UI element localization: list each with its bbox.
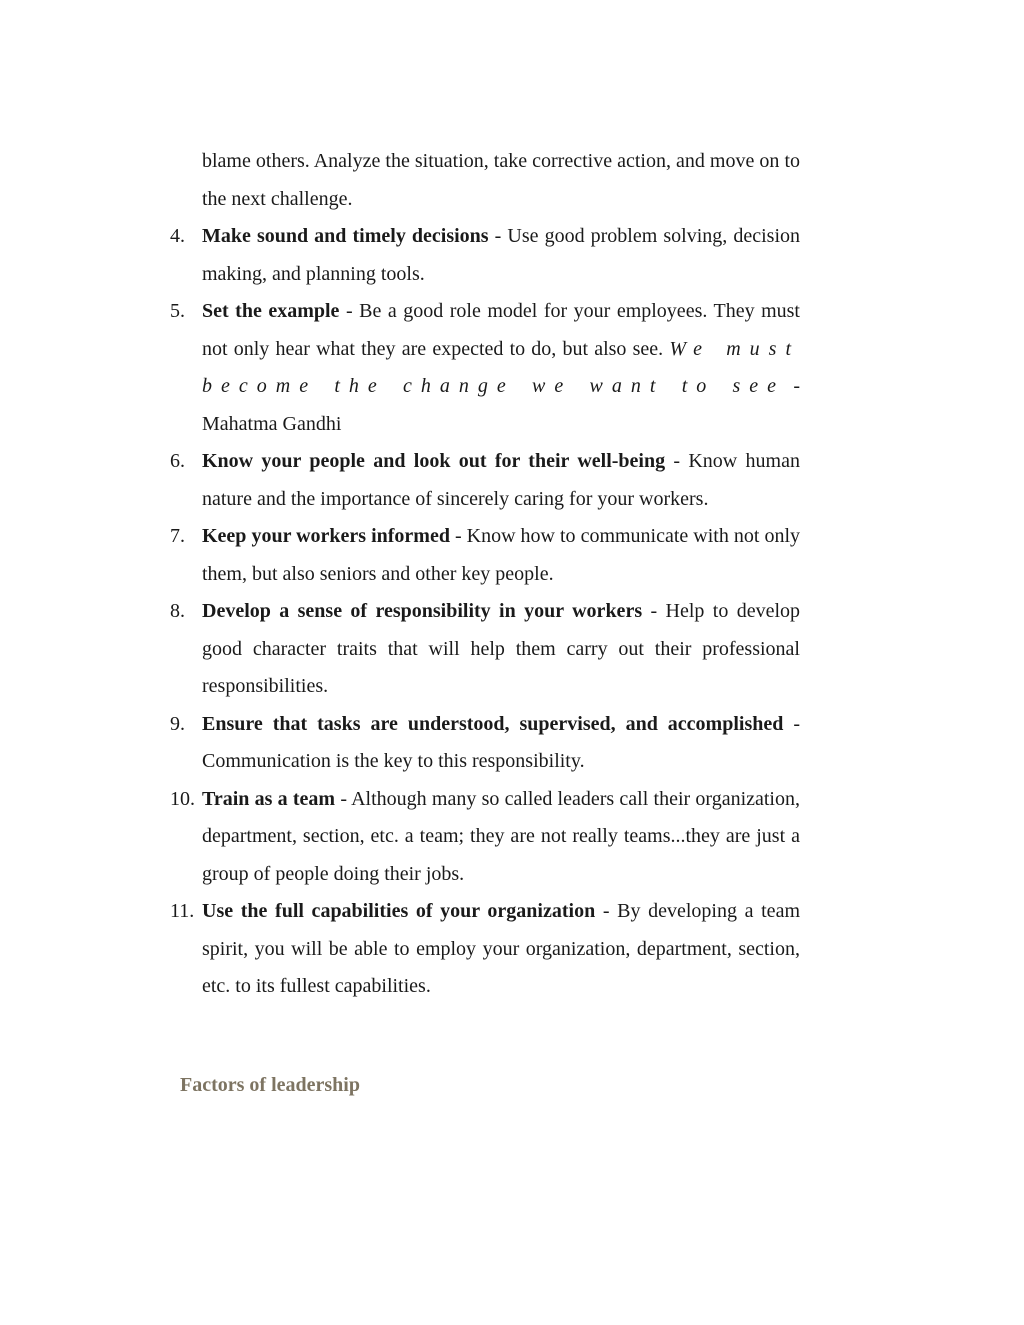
list-item-11 <box>170 893 800 1006</box>
item-term: Set the example <box>202 300 340 322</box>
item-number: 10. <box>170 787 195 810</box>
item-text: - Be a good role model for your employees. They must not only hear what they are expected to do, but also see. <box>202 300 800 360</box>
list-item-6 <box>170 443 800 518</box>
item-text: - Know human nature and the importance of sincerely caring for your workers. <box>202 450 800 510</box>
item-text: - Communication is the key to this responsibility. <box>202 712 800 772</box>
list-item-4 <box>170 218 800 293</box>
item-body <box>202 218 800 293</box>
item-term: Know your people and look out for their well-being <box>202 450 666 472</box>
list-item-9 <box>170 706 800 781</box>
item-text: - Use good problem solving, decision making, and planning tools. <box>202 225 800 285</box>
intro-continuation: blame others. Analyze the situation, take corrective action, and move on to the next challenge. <box>202 150 800 210</box>
item-term: Ensure that tasks are understood, supervised, and accomplished <box>202 712 784 735</box>
item-text: - Although many so called leaders call their organization, department, section, etc. a team; they are not really teams...they are just a group of people doing their jobs. <box>202 787 800 885</box>
item-number: 7. <box>170 525 185 547</box>
item-term: Keep your workers informed <box>202 525 450 547</box>
item-text: - Help to develop good character traits that will help them carry out their professional responsibilities. <box>202 600 801 697</box>
list-item-8 <box>170 593 800 706</box>
item-term: Develop a sense of responsibility in your workers <box>202 600 643 622</box>
item-body <box>202 593 800 706</box>
list-item-10 <box>170 781 800 894</box>
item-body <box>202 518 800 593</box>
item-body <box>202 893 800 1006</box>
item-body <box>202 293 800 443</box>
item-term: Use the full capabilities of your organization <box>202 900 596 922</box>
section-heading: Factors of leadership <box>180 1074 360 1096</box>
list-item-7 <box>170 518 800 593</box>
item-body <box>202 443 800 518</box>
item-number: 4. <box>170 225 185 247</box>
item-number: 11. <box>170 900 195 922</box>
item-number: 8. <box>170 600 185 622</box>
quote-attribution: - Mahatma Gandhi <box>202 375 800 435</box>
item-number: 5. <box>170 300 185 322</box>
item-text: - Know how to communicate with not only them, but also seniors and other key people. <box>202 525 800 585</box>
principles-list <box>170 143 800 1006</box>
item-text: - By developing a team spirit, you will be able to employ your organization, department, section, etc. to its fullest capabilities. <box>202 900 800 997</box>
item-number: 9. <box>170 712 185 735</box>
item-number: 6. <box>170 450 185 472</box>
list-item-5 <box>170 293 800 443</box>
item-body <box>202 781 800 894</box>
item-body <box>202 706 800 781</box>
item-term: Train as a team <box>202 787 336 810</box>
gandhi-quote: We must become the change we want to see <box>202 337 801 397</box>
item-term: Make sound and timely decisions <box>202 225 489 247</box>
